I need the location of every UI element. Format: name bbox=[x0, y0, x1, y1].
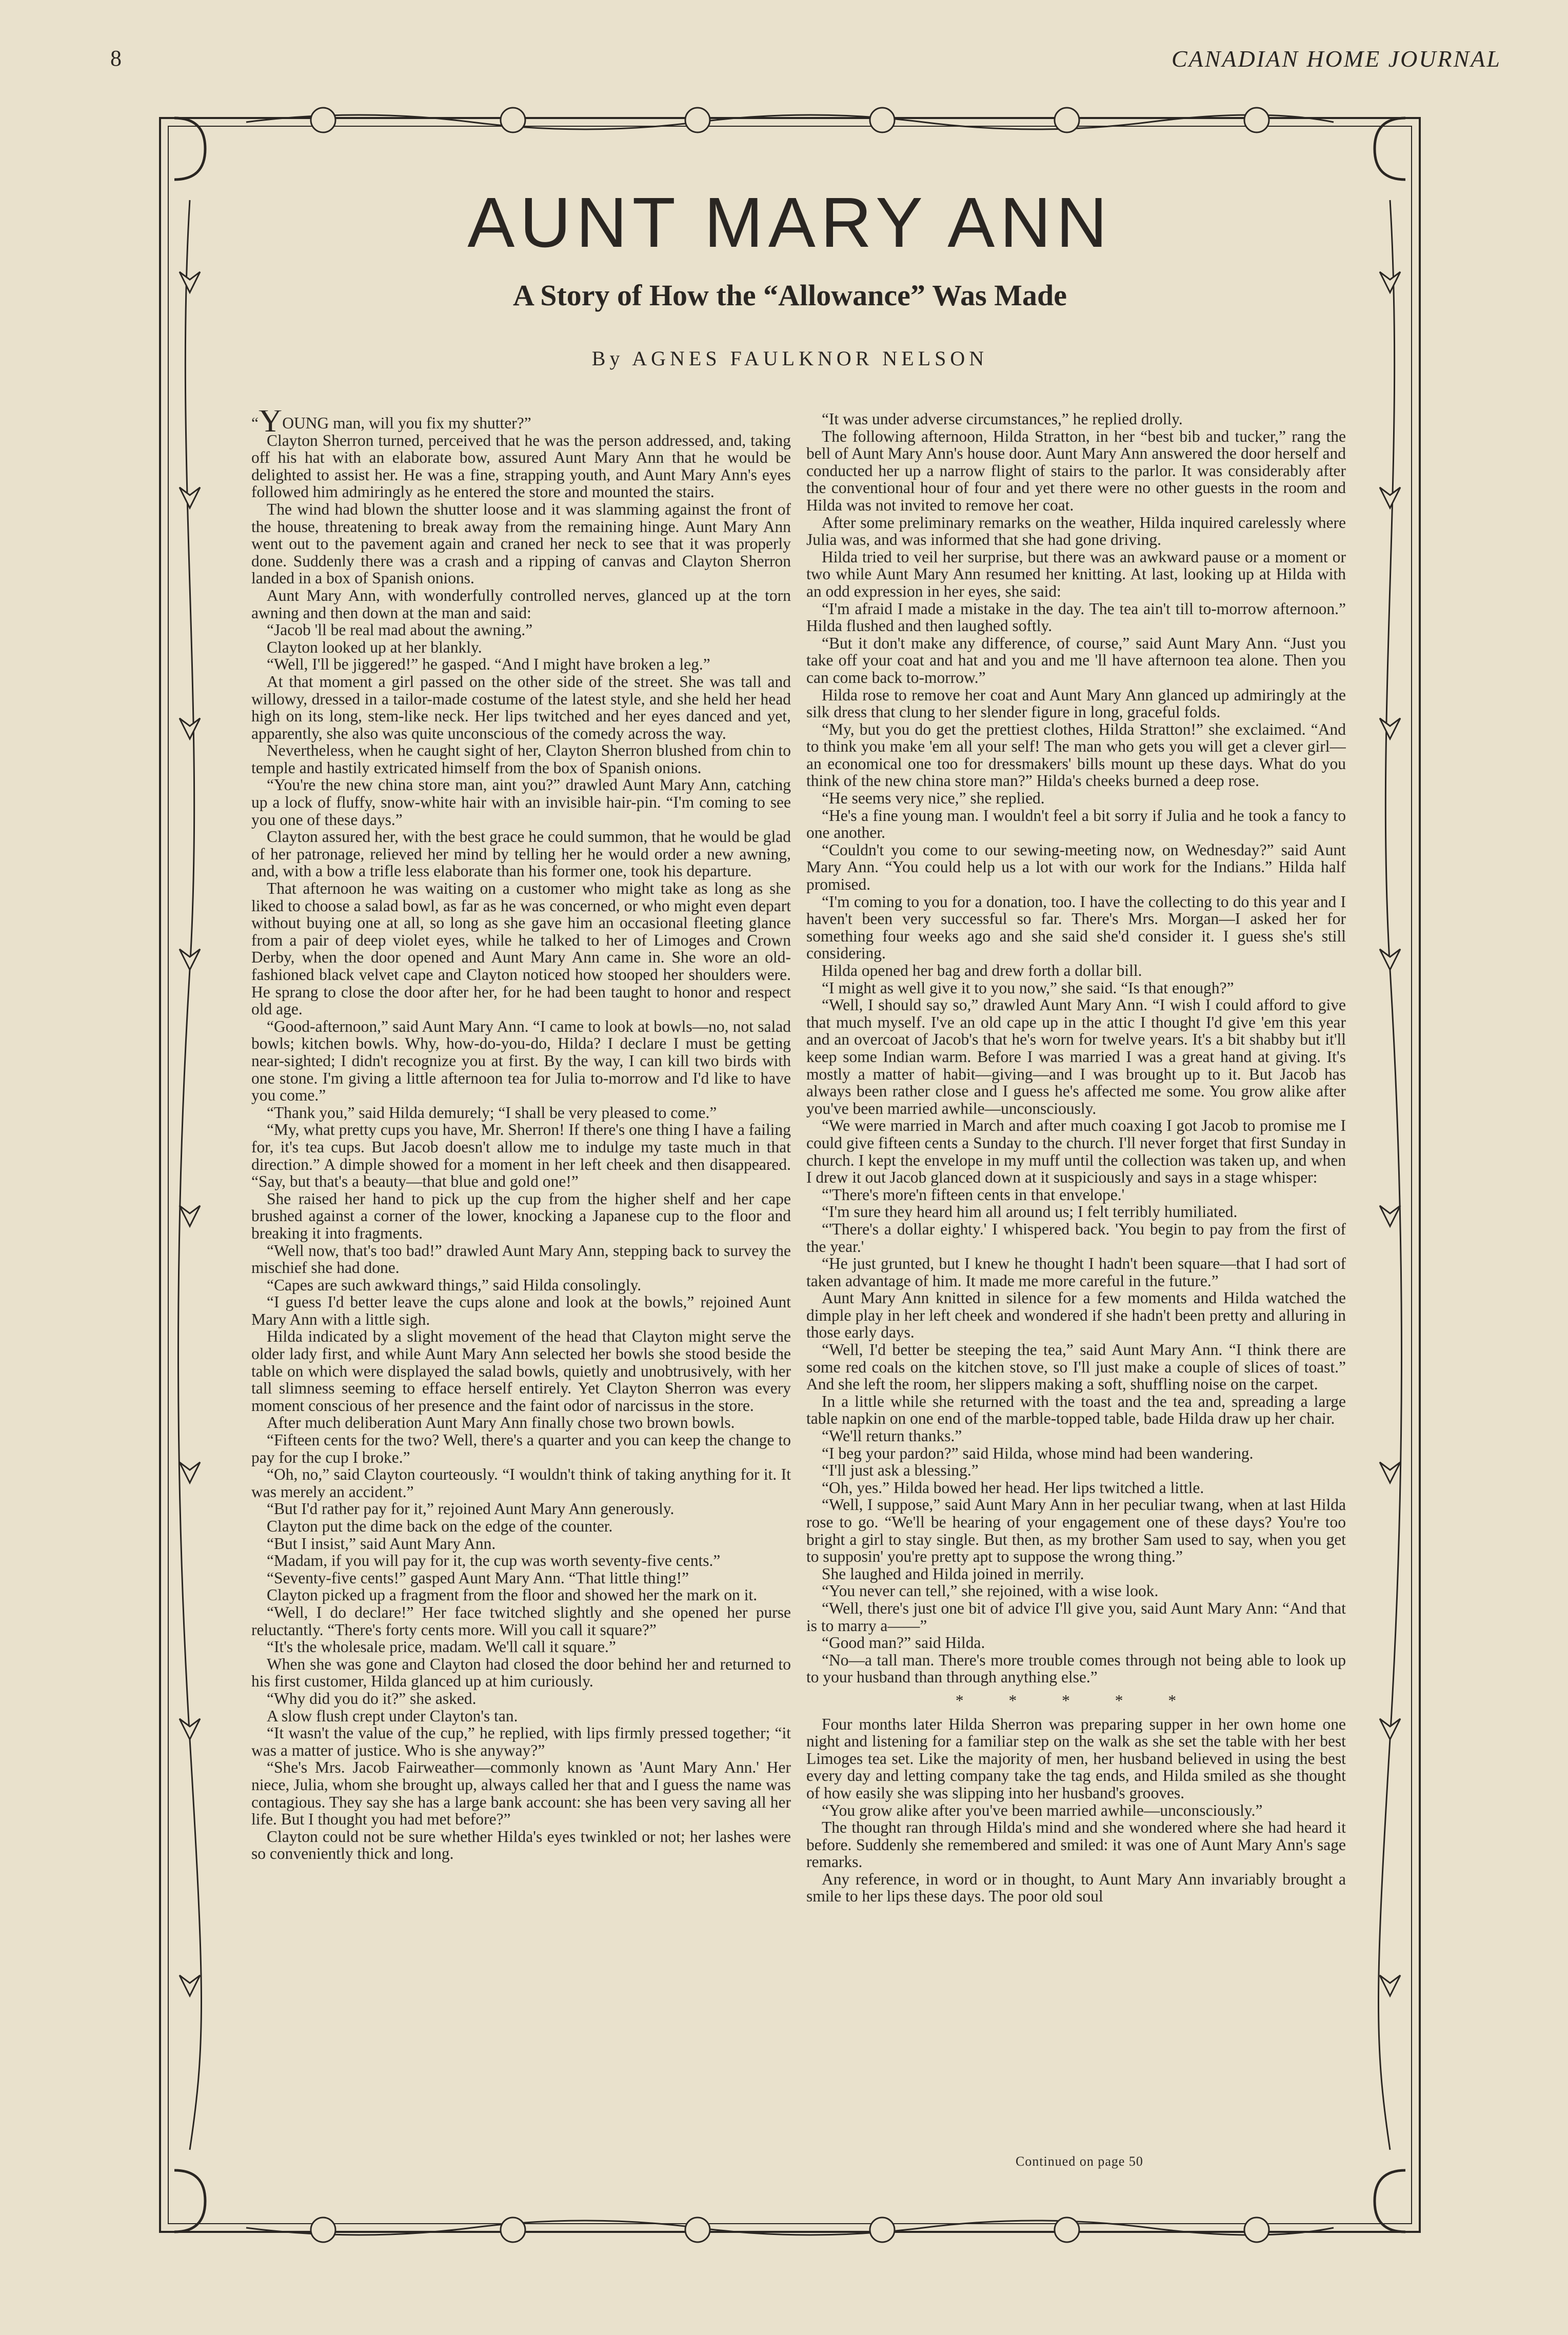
paragraph: “I'm sure they heard him all around us; I felt terribly humiliated. bbox=[822, 1203, 1238, 1221]
paragraph: “YOUNG man, will you fix my shutter?” bbox=[251, 410, 791, 432]
paragraph: After much deliberation Aunt Mary Ann finally chose two brown bowls. bbox=[267, 1414, 735, 1432]
paragraph: “Seventy-five cents!” gasped Aunt Mary Ann. “That little thing!” bbox=[267, 1568, 689, 1587]
paragraph: “He just grunted, but I knew he thought I hadn't been square—that I had sort of taken advantage of him. It made me more careful in the future.” bbox=[806, 1254, 1346, 1290]
paragraph: “Well, I should say so,” drawled Aunt Mary Ann. “I wish I could afford to give that much myself. I've an old cape up in the attic I thought I'd give 'em this year and an overcoat of Jacob's that he's worn for twelve years. It's a bit shabby but it'll keep some Indian warm. Before I was married I was a great hand at giving. It's mostly a matter of habit—giving—and I was brought up to it. But Jacob has always been rather close and I guess he's affected me some. You grow alike after you've been married awhile—unconsciously. bbox=[806, 996, 1346, 1117]
paragraph: “It wasn't the value of the cup,” he replied, with lips firmly pressed together; “it was a matter of justice. Who is she anyway?” bbox=[251, 1724, 791, 1759]
paragraph: In a little while she returned with the toast and the tea and, spreading a large table napkin on one end of the marble-topped table, bade Hilda draw up her chair. bbox=[806, 1392, 1346, 1428]
paragraph: After some preliminary remarks on the weather, Hilda inquired carelessly where Julia was, and was informed that she had gone driving. bbox=[806, 513, 1346, 549]
section-break: * * * * * bbox=[955, 1691, 1197, 1710]
paragraph: Clayton looked up at her blankly. bbox=[267, 638, 482, 656]
paragraph: The wind had blown the shutter loose and it was slamming against the front of the house, threatening to break away from the remaining hinge. Aunt Mary Ann went out to the pavement again and craned her neck to see that it was properly done. Suddenly there was a crash and a ripping of canvas and Clayton Sherron landed in a box of Spanish onions. bbox=[251, 500, 791, 587]
paragraph: “Good man?” said Hilda. bbox=[822, 1634, 985, 1652]
page-number: 8 bbox=[110, 46, 122, 71]
paragraph: “Fifteen cents for the two? Well, there's a quarter and you can keep the change to pay for the cup I broke.” bbox=[251, 1431, 791, 1466]
right-column bbox=[806, 410, 1346, 2181]
paragraph: “Good-afternoon,” said Aunt Mary Ann. “I came to look at bowls—no, not salad bowls; kitchen bowls. Why, how-do-you-do, Hilda? I declare I must be getting near-sighted; I didn't recognize you at first. By the way, I can kill two birds with one stone. I'm giving a little afternoon tea for Julia to-morrow and I'd like to have you come.” bbox=[251, 1017, 791, 1105]
article-title: AUNT MARY ANN bbox=[467, 183, 1113, 262]
paragraph: “She's Mrs. Jacob Fairweather—commonly known as 'Aunt Mary Ann.' Her niece, Julia, whom she brought up, always called her that and I guess the name was contagious. They say she has a large bank account: she has been very saving all her life. But I thought you had met before?” bbox=[251, 1758, 791, 1829]
paragraph: “Madam, if you will pay for it, the cup was worth seventy-five cents.” bbox=[267, 1552, 721, 1570]
paragraph: “It was under adverse circumstances,” he replied drolly. bbox=[822, 410, 1183, 428]
paragraph: “You're the new china store man, aint you?” drawled Aunt Mary Ann, catching up a lock of fluffy, snow-white hair with an invisible hair-pin. “I'm coming to see you one of these days.” bbox=[251, 776, 791, 829]
paragraph: Aunt Mary Ann knitted in silence for a few moments and Hilda watched the dimple play in her left cheek and wondered if she hadn't been pretty and alluring in those early days. bbox=[806, 1289, 1346, 1342]
paragraph: “Jacob 'll be real mad about the awning.” bbox=[267, 621, 533, 639]
paragraph: “I'm afraid I made a mistake in the day. The tea ain't till to-morrow afternoon.” Hilda flushed and then laughed softly. bbox=[806, 599, 1346, 635]
paragraph: “Well, there's just one bit of advice I'll give you, said Aunt Mary Ann: “And that is to marry a——” bbox=[806, 1599, 1346, 1635]
paragraph: “It's the wholesale price, madam. We'll call it square.” bbox=[267, 1638, 616, 1656]
paragraph: Aunt Mary Ann, with wonderfully controlled nerves, glanced up at the torn awning and then down at the man and said: bbox=[251, 586, 791, 622]
paragraph: “'There's a dollar eighty.' I whispered back. 'You begin to pay from the first of the year.' bbox=[806, 1220, 1346, 1255]
paragraph: Clayton assured her, with the best grace he could summon, that he would be glad of her patronage, relieved her mind by telling her he would order a new awning, and, with a bow a trifle less elaborate than his former one, took his departure. bbox=[251, 828, 791, 880]
paragraph: “My, what pretty cups you have, Mr. Sherron! If there's one thing I have a failing for, it's tea cups. But Jacob doesn't allow me to indulge my taste much in that direction.” A dimple showed for a moment in her left cheek and then disappeared. “Say, but that's a beauty—that blue and gold one!” bbox=[251, 1121, 791, 1191]
paragraph: That afternoon he was waiting on a customer who might take as long as she liked to choose a salad bowl, as far as he was concerned, or who might even depart without buying one at all, so long as she gave him an occasional fleeting glance from a pair of deep violet eyes, while he talked to her of Limoges and Crown Derby, when the door opened and Aunt Mary Ann came in. She wore an old-fashioned black velvet cape and Clayton noticed how stooped her shoulders were. He sprang to close the door after her, for he had been taught to honor and respect old age. bbox=[251, 879, 791, 1018]
paragraph: “Well, I'd better be steeping the tea,” said Aunt Mary Ann. “I think there are some red coals on the kitchen stove, so I'll just make a couple of slices of toast.” And she left the room, her slippers making a soft, shuffling noise on the carpet. bbox=[806, 1341, 1346, 1394]
drop-cap: Y bbox=[258, 410, 283, 439]
paragraph: “We were married in March and after much coaxing I got Jacob to promise me I could give fifteen cents a Sunday to the church. I'll never forget that first Sunday in church. I kept the envelope in my muff until the collection was taken up, and when I drew it out Jacob glanced down at it suspiciously and says in a stage whisper: bbox=[806, 1116, 1346, 1187]
paragraph: “Oh, yes.” Hilda bowed her head. Her lips twitched a little. bbox=[822, 1478, 1204, 1497]
paragraph: She laughed and Hilda joined in merrily. bbox=[822, 1564, 1084, 1583]
paragraph: “No—a tall man. There's more trouble comes through not being able to look up to your husband than through anything else.” bbox=[806, 1651, 1346, 1686]
paragraph: Clayton could not be sure whether Hilda's eyes twinkled or not; her lashes were so conveniently thick and long. bbox=[251, 1827, 791, 1863]
paragraph: “Couldn't you come to our sewing-meeting now, on Wednesday?” said Aunt Mary Ann. “You could help us a lot with our work for the Indians.” Hilda half promised. bbox=[806, 840, 1346, 894]
continued-notice: Continued on page 50 bbox=[1016, 2154, 1143, 2169]
paragraph: Four months later Hilda Sherron was preparing supper in her own home one night and listening for a familiar step on the walk as she set the table with her best Limoges tea set. Like the majority of men, her husband believed in using the best every day and letting company take the tag ends, and Hilda smiled as she thought of how easily she was slipping into her husband's grooves. bbox=[806, 1715, 1346, 1802]
paragraph: Clayton put the dime back on the edge of the counter. bbox=[267, 1517, 613, 1535]
paragraph: “Oh, no,” said Clayton courteously. “I wouldn't think of taking anything for it. It was merely an accident.” bbox=[251, 1465, 791, 1501]
paragraph: “Well, I do declare!” Her face twitched slightly and she opened her purse reluctantly. “There's forty cents more. Will you call it square?” bbox=[251, 1603, 791, 1639]
paragraph: “'There's more'n fifteen cents in that envelope.' bbox=[822, 1185, 1125, 1204]
paragraph: “I guess I'd better leave the cups alone and look at the bowls,” rejoined Aunt Mary Ann with a little sigh. bbox=[251, 1293, 791, 1328]
paragraph: “I beg your pardon?” said Hilda, whose mind had been wandering. bbox=[822, 1444, 1254, 1462]
paragraph: “I'll just ask a blessing.” bbox=[822, 1461, 979, 1480]
paragraph: Hilda indicated by a slight movement of the head that Clayton might serve the older lady first, and while Aunt Mary Ann selected her bowls she stood beside the table on which were displayed the salad bowls, quietly and unobtrusively, with her tall slimness seeming to efface herself entirely. Yet Clayton Sherron was every moment conscious of her presence and the faint odor of narcissus in the store. bbox=[251, 1327, 791, 1415]
paragraph: “He's a fine young man. I wouldn't feel a bit sorry if Julia and he took a fancy to one another. bbox=[806, 806, 1346, 842]
paragraph: A slow flush crept under Clayton's tan. bbox=[267, 1706, 518, 1725]
left-column bbox=[251, 410, 791, 2181]
paragraph: Any reference, in word or in thought, to Aunt Mary Ann invariably brought a smile to her lips these days. The poor old soul bbox=[806, 1870, 1346, 1906]
paragraph: “You grow alike after you've been married awhile—unconsciously.” bbox=[822, 1801, 1263, 1819]
paragraph: The following afternoon, Hilda Stratton, in her “best bib and tucker,” rang the bell of Aunt Mary Ann's house door. Aunt Mary Ann answered the door herself and conducted her up a narrow flight of stairs to the parlor. It was considerably after the conventional hour of four and yet there were no other guests in the room and Hilda was not invited to remove her coat. bbox=[806, 427, 1346, 514]
article-subtitle: A Story of How the “Allowance” Was Made bbox=[513, 279, 1067, 312]
paragraph: “But it don't make any difference, of course,” said Aunt Mary Ann. “Just you take off your coat and hat and you and me 'll have afternoon tea alone. Then you can come back to-morrow.” bbox=[806, 634, 1346, 686]
paragraph: “I might as well give it to you now,” she said. “Is that enough?” bbox=[822, 978, 1234, 997]
paragraph: “Well, I suppose,” said Aunt Mary Ann in her peculiar twang, when at last Hilda rose to go. “We'll be hearing of your engagement one of these days? You're too bright a girl to stay single. But then, as my brother Sam used to say, when you get to supposin' you're pretty apt to suppose the wrong thing.” bbox=[806, 1496, 1346, 1566]
paragraph: “Why did you do it?” she asked. bbox=[267, 1689, 477, 1708]
paragraph: Clayton picked up a fragment from the floor and showed her the mark on it. bbox=[267, 1586, 758, 1604]
paragraph: “Capes are such awkward things,” said Hilda consolingly. bbox=[267, 1276, 642, 1294]
paragraph: At that moment a girl passed on the other side of the street. She was tall and willowy, dressed in a tailor-made costume of the latest style, and she held her head high on its long, stem-like neck. Her lips twitched and her eyes danced and yet, apparently, she also was quite unconscious of the comedy across the way. bbox=[251, 672, 791, 742]
paragraph: Hilda tried to veil her surprise, but there was an awkward pause or a moment or two while Aunt Mary Ann resumed her knitting. At last, looking up at Hilda with an odd expression in her eyes, she said: bbox=[806, 547, 1346, 600]
paragraph: “I'm coming to you for a donation, too. I have the collecting to do this year and I haven't been very successful so far. There's Mrs. Morgan—I asked her for something four weeks ago and she said she'd consider it. I guess she's still considering. bbox=[806, 892, 1346, 963]
byline: By AGNES FAULKNOR NELSON bbox=[591, 347, 988, 370]
paragraph: Hilda rose to remove her coat and Aunt Mary Ann glanced up admiringly at the silk dress that clung to her slender figure in long, graceful folds. bbox=[806, 685, 1346, 721]
paragraph: “But I'd rather pay for it,” rejoined Aunt Mary Ann generously. bbox=[267, 1500, 674, 1518]
paragraph: “Well, I'll be jiggered!” he gasped. “And I might have broken a leg.” bbox=[267, 655, 710, 674]
paragraph: “My, but you do get the prettiest clothes, Hilda Stratton!” she exclaimed. “And to think you make 'em all your self! The man who gets you will get a clever girl—an economical one too for dressmakers' bills mount up these days. What do you think of the new china store man?” Hilda's cheeks burned a deep rose. bbox=[806, 720, 1346, 790]
paragraph: When she was gone and Clayton had closed the door behind her and returned to his first customer, Hilda glanced up at him curiously. bbox=[251, 1655, 791, 1691]
paragraph: She raised her hand to pick up the cup from the higher shelf and her cape brushed against a corner of the lower, knocking a Japanese cup to the floor and breaking it into fragments. bbox=[251, 1189, 791, 1242]
paragraph: “Well now, that's too bad!” drawled Aunt Mary Ann, stepping back to survey the mischief she had done. bbox=[251, 1241, 791, 1277]
paragraph: “Thank you,” said Hilda demurely; “I shall be very pleased to come.” bbox=[267, 1103, 717, 1122]
paragraph: Nevertheless, when he caught sight of her, Clayton Sherron blushed from chin to temple and hastily extricated himself from the box of Spanish onions. bbox=[251, 741, 791, 777]
paragraph: The thought ran through Hilda's mind and she wondered where she had heard it before. Suddenly she remembered and smiled: it was one of Aunt Mary Ann's sage remarks. bbox=[806, 1818, 1346, 1871]
paragraph: “We'll return thanks.” bbox=[822, 1427, 962, 1445]
paragraph: “But I insist,” said Aunt Mary Ann. bbox=[267, 1534, 496, 1553]
paragraph: “You never can tell,” she rejoined, with a wise look. bbox=[822, 1582, 1159, 1600]
paragraph: Clayton Sherron turned, perceived that he was the person addressed, and, taking off his hat with an elaborate bow, assured Aunt Mary Ann that he would be delighted to assist her. He was a fine, strapping youth, and Aunt Mary Ann's eyes followed him admiringly as he entered the store and mounted the stairs. bbox=[251, 431, 791, 501]
paragraph: “He seems very nice,” she replied. bbox=[822, 789, 1045, 808]
magazine-name: CANADIAN HOME JOURNAL bbox=[1171, 46, 1501, 72]
paragraph: Hilda opened her bag and drew forth a dollar bill. bbox=[822, 962, 1142, 979]
